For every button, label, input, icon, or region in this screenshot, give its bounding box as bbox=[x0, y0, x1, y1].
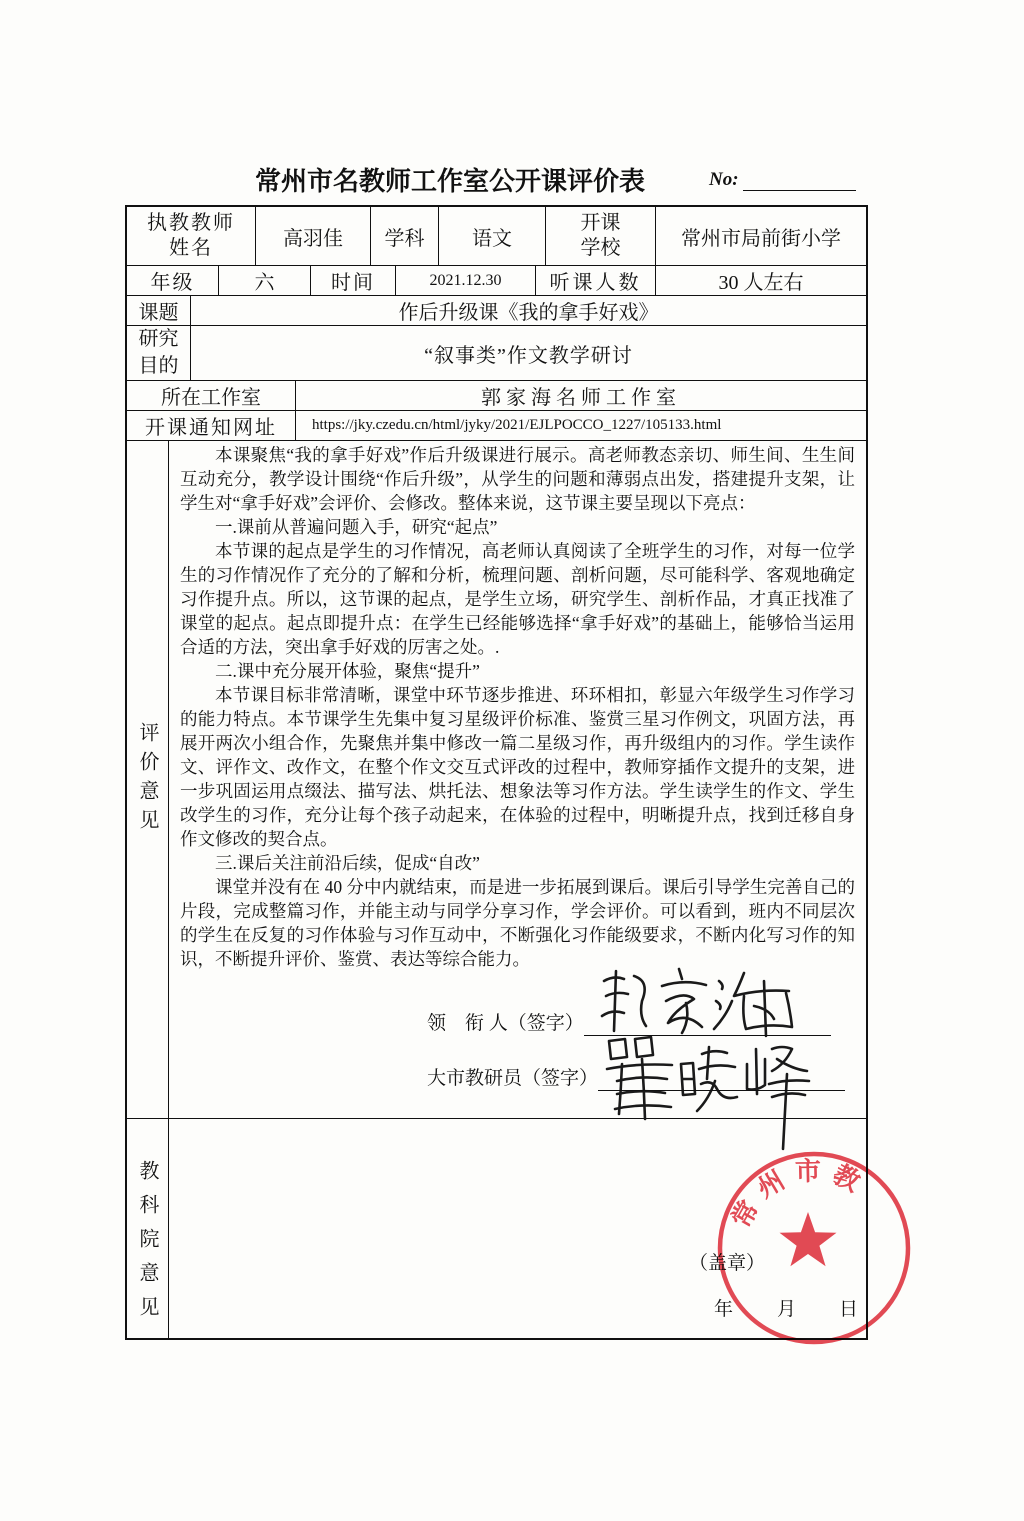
seal-star-icon bbox=[780, 1212, 837, 1266]
date-month: 月 bbox=[777, 1299, 797, 1320]
table-row-grade bbox=[127, 265, 866, 295]
grade-value: 六 bbox=[218, 266, 310, 295]
form-number-blank bbox=[743, 170, 856, 191]
audience-value: 30 人左右 bbox=[655, 266, 866, 295]
studio-value: 郭家海名师工作室 bbox=[295, 381, 866, 410]
form-number-label: No: bbox=[709, 169, 739, 190]
form-title: 常州市名教师工作室公开课评价表 bbox=[255, 167, 646, 196]
studio-label: 所在工作室 bbox=[161, 387, 261, 409]
review-heading: 二.课中充分展开体验，聚焦“提升” bbox=[215, 661, 480, 681]
review-paragraph: 本节课目标非常清晰，课堂中环节逐步推进、环环相扣，彰显六年级学生习作学习的能力特点。本节课学生先集中复习星级评价标准、鉴赏三星习作例文，巩固方法，再展开两次小组合作，先聚焦并集中修改一篇二星级习作，再升级组内的习作。学生读作文、评作文、改作文，在整个作文交互式评改的过程中，教师穿插作文提升的支架，进一步巩固运用点缀法、描写法、烘托法、想象法等习作方法。学生读学生的作文、学生改学生的习作，充分让每个孩子动起来，在体验的过程中，明晰提升点，找到迁移自身作文修改的契合点。 bbox=[180, 685, 855, 849]
review-heading: 一.课前从普遍问题入手，研究“起点” bbox=[215, 517, 498, 537]
review-label: 评价意见 bbox=[136, 721, 158, 838]
subject-value: 语文 bbox=[438, 207, 545, 265]
purpose-value: “叙事类”作文教学研讨 bbox=[190, 326, 866, 380]
school-value: 常州市局前街小学 bbox=[655, 207, 866, 265]
lead-sign-label: 领 衔 人（签字） bbox=[427, 1013, 584, 1034]
form-number bbox=[709, 169, 856, 191]
teacher-name: 高羽佳 bbox=[255, 207, 370, 265]
time-label: 时间 bbox=[310, 266, 395, 295]
teacher-label-cell bbox=[127, 207, 255, 265]
date-year: 年 bbox=[714, 1299, 734, 1320]
review-label-cell bbox=[127, 441, 168, 1118]
school-label: 开课学校 bbox=[580, 212, 621, 259]
grade-label: 年级 bbox=[150, 272, 195, 294]
svg-text:常州市教 bbox=[726, 1157, 872, 1233]
topic-label: 课题 bbox=[138, 302, 179, 324]
researcher-sign-line bbox=[598, 1068, 845, 1091]
notice-url: https://jky.czedu.cn/html/jyky/2021/EJLPOCCO_1227/105133.html bbox=[295, 411, 866, 440]
purpose-label-cell bbox=[127, 326, 190, 380]
topic-value: 作后升级课《我的拿手好戏》 bbox=[190, 296, 866, 325]
purpose-label: 研究目的 bbox=[138, 328, 179, 377]
teacher-label: 执教教师姓名 bbox=[147, 212, 235, 259]
seal-text: 常州市教 bbox=[726, 1156, 873, 1233]
time-value: 2021.12.30 bbox=[395, 266, 535, 295]
academy-label-cell bbox=[127, 1119, 168, 1338]
review-paragraph: 课堂并没有在 40 分中内就结束，而是进一步拓展到课后。课后引导学生完善自己的片段，完成整篇习作，并能主动与同学分享习作，学会评价。可以看到，班内不同层次的学生在反复的习作体验与习作互动中，不断强化习作能级要求，不断内化写习作的知识，不断提升评价、鉴赏、表达等综合能力。 bbox=[180, 877, 855, 969]
table-row-purpose bbox=[127, 325, 866, 380]
official-seal bbox=[704, 1138, 924, 1358]
date-day: 日 bbox=[839, 1299, 859, 1320]
table-row-teacher bbox=[127, 207, 866, 265]
table-row-studio bbox=[127, 380, 866, 410]
table-row-topic bbox=[127, 295, 866, 325]
researcher-sign-label: 大市教研员（签字） bbox=[427, 1068, 599, 1089]
review-content bbox=[168, 441, 866, 1118]
review-paragraph: 本节课的起点是学生的习作情况，高老师认真阅读了全班学生的习作，对每一位学生的习作情况作了充分的了解和分析，梳理问题、剖析问题，尽可能科学、客观地确定习作提升点。所以，这节课的起点，是学生立场，研究学生、剖析作品，才真正找准了课堂的起点。起点即提升点：在学生已经能够选择“拿手好戏”的基础上，能够恰当运用合适的方法，突出拿手好戏的厉害之处。. bbox=[180, 541, 855, 657]
table-row-review bbox=[127, 440, 866, 1118]
academy-label: 教科院意见 bbox=[136, 1159, 158, 1330]
seal-label: （盖章） bbox=[689, 1253, 766, 1274]
review-paragraph: 本课聚焦“我的拿手好戏”作后升级课进行展示。高老师教态亲切、师生间、生生间互动充分，教学设计围绕“作后升级”，从学生的问题和薄弱点出发，搭建提升支架，让学生对“拿手好戏”会评价、会修改。整体来说，这节课主要呈现以下亮点： bbox=[180, 445, 855, 513]
review-heading: 三.课后关注前沿后续，促成“自改” bbox=[215, 853, 480, 873]
audience-label: 听课人数 bbox=[535, 266, 655, 295]
url-label: 开课通知网址 bbox=[145, 417, 277, 439]
researcher-sign-row bbox=[427, 1067, 845, 1091]
school-label-cell bbox=[545, 207, 655, 265]
subject-label: 学科 bbox=[370, 207, 438, 265]
table-row-url bbox=[127, 410, 866, 440]
